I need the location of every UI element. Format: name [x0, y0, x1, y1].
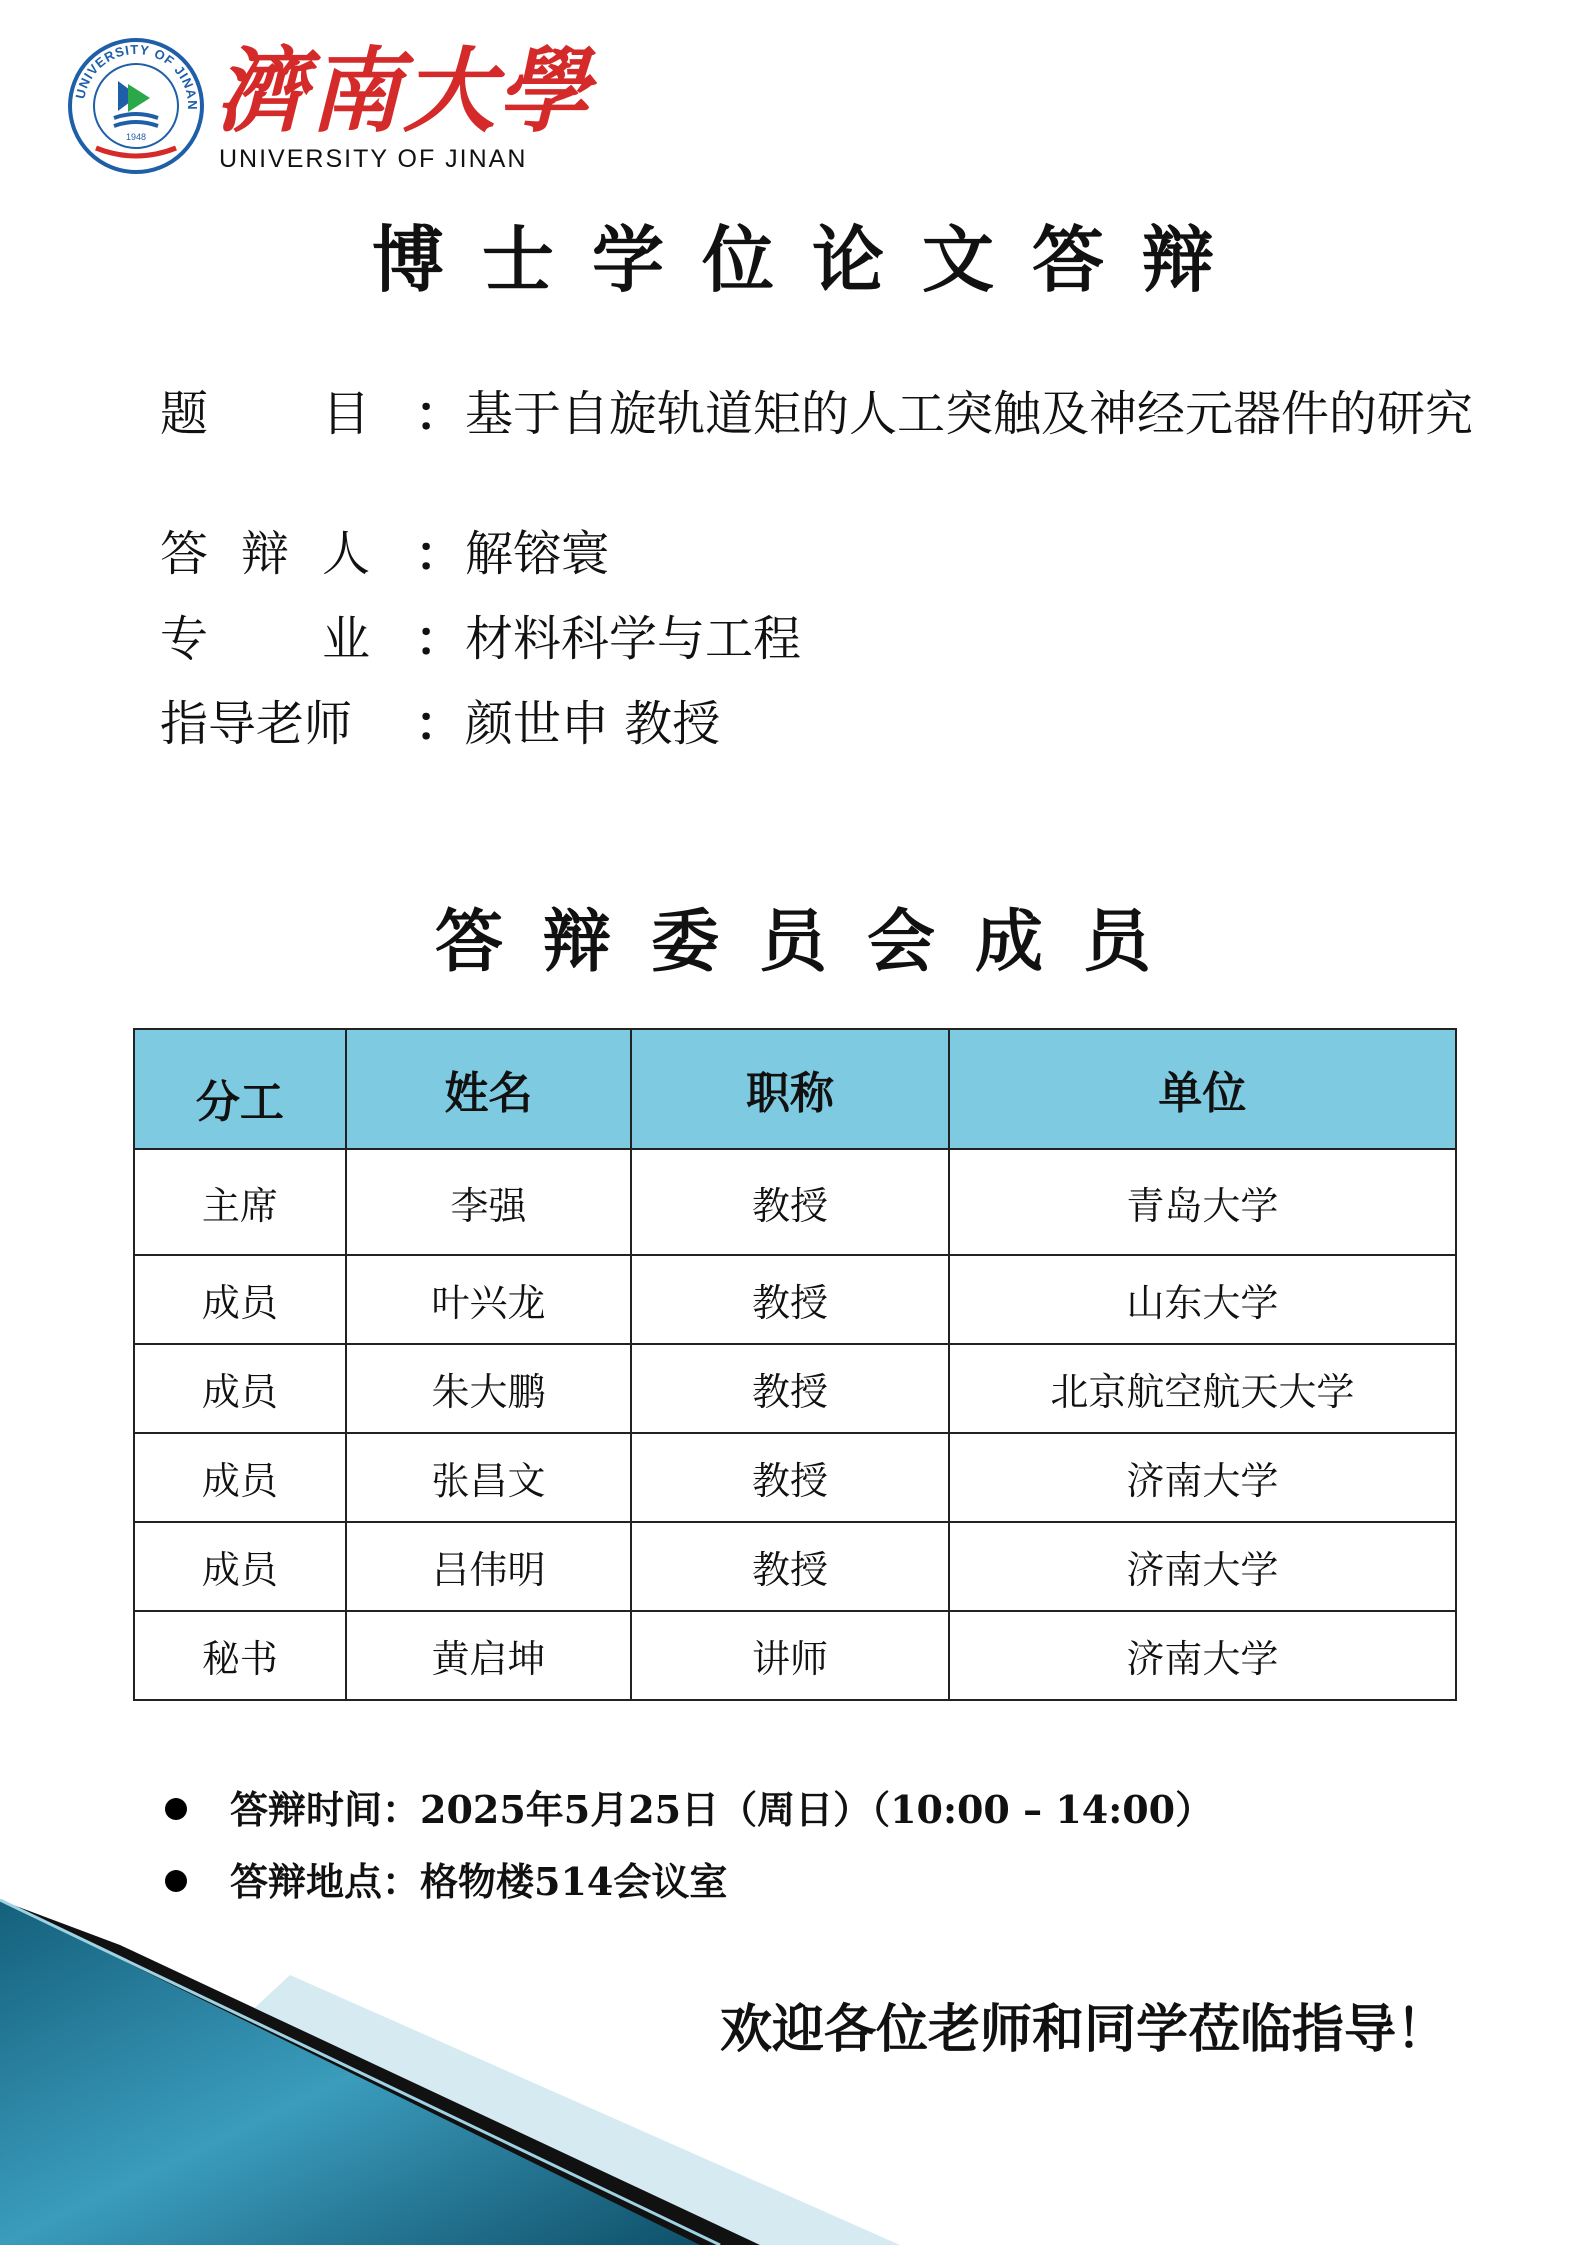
- table-cell: 济南大学: [949, 1433, 1456, 1522]
- university-emblem: [66, 36, 206, 176]
- table-row: [134, 1611, 1456, 1700]
- colon: ：: [415, 386, 464, 442]
- table-row: [134, 1522, 1456, 1611]
- table-row: [134, 1255, 1456, 1344]
- defense-details: [165, 1782, 1213, 1926]
- defender-label: 答 辩 人: [160, 526, 370, 582]
- colon: ：: [415, 526, 464, 582]
- table-row: [134, 1344, 1456, 1433]
- advisor-label: 指导老师: [160, 696, 353, 752]
- table-cell: 青岛大学: [949, 1149, 1456, 1255]
- table-cell: 济南大学: [949, 1522, 1456, 1611]
- table-cell: 山东大学: [949, 1255, 1456, 1344]
- table-cell: 秘书: [134, 1611, 346, 1700]
- colon: ：: [415, 611, 464, 667]
- colon: ：: [415, 696, 464, 752]
- table-cell: 教授: [631, 1149, 949, 1255]
- table-row: [134, 1433, 1456, 1522]
- column-header-affiliation: 单位: [949, 1029, 1456, 1149]
- table-cell: 教授: [631, 1344, 949, 1433]
- bullet-icon: [165, 1870, 187, 1892]
- table-cell: 张昌文: [346, 1433, 632, 1522]
- list-item: [165, 1854, 1213, 1926]
- table-cell: 吕伟明: [346, 1522, 632, 1611]
- table-cell: 北京航空航天大学: [949, 1344, 1456, 1433]
- emblem-ring-text: UNIVERSITY OF JINAN: [72, 41, 201, 111]
- major-label: 专 业: [160, 611, 370, 667]
- list-item: [165, 1782, 1213, 1854]
- major-value: 材料科学与工程: [465, 611, 802, 667]
- table-cell: 李强: [346, 1149, 632, 1255]
- column-header-role: 分工: [134, 1029, 346, 1149]
- topic-value: 基于自旋轨道矩的人工突触及神经元器件的研究: [465, 386, 1474, 442]
- defense-place: 答辩地点：格物楼514会议室: [230, 1859, 728, 1904]
- table-cell: 讲师: [631, 1611, 949, 1700]
- table-cell: 黄启坤: [346, 1611, 632, 1700]
- table-header-row: [134, 1029, 1456, 1149]
- table-cell: 教授: [631, 1522, 949, 1611]
- table-cell: 叶兴龙: [346, 1255, 632, 1344]
- topic-label: 题 目: [160, 386, 370, 442]
- table-cell: 主席: [134, 1149, 346, 1255]
- table-cell: 成员: [134, 1522, 346, 1611]
- welcome-message: 欢迎各位老师和同学莅临指导！: [720, 2000, 1449, 2060]
- committee-title: 答辩委员会成员: [434, 903, 1191, 982]
- table-row: [134, 1149, 1456, 1255]
- bullet-icon: [165, 1798, 187, 1820]
- table-cell: 朱大鹏: [346, 1344, 632, 1433]
- column-header-name: 姓名: [346, 1029, 632, 1149]
- university-name-cn: 濟南大學: [215, 37, 592, 145]
- page-title: 博士学位论文答辩: [371, 218, 1252, 302]
- table-cell: 教授: [631, 1433, 949, 1522]
- committee-table: [133, 1028, 1457, 1701]
- table-cell: 成员: [134, 1255, 346, 1344]
- column-header-title: 职称: [631, 1029, 949, 1149]
- table-cell: 成员: [134, 1433, 346, 1522]
- table-cell: 成员: [134, 1344, 346, 1433]
- defender-value: 解镕寰: [465, 526, 610, 582]
- table-cell: 教授: [631, 1255, 949, 1344]
- defense-time: 答辩时间：2025年5月25日（周日）（10:00 – 14:00）: [230, 1787, 1214, 1832]
- university-name-en: UNIVERSITY OF JINAN: [219, 145, 528, 173]
- emblem-year: 1948: [125, 132, 147, 142]
- advisor-value: 颜世申 教授: [465, 696, 721, 752]
- table-cell: 济南大学: [949, 1611, 1456, 1700]
